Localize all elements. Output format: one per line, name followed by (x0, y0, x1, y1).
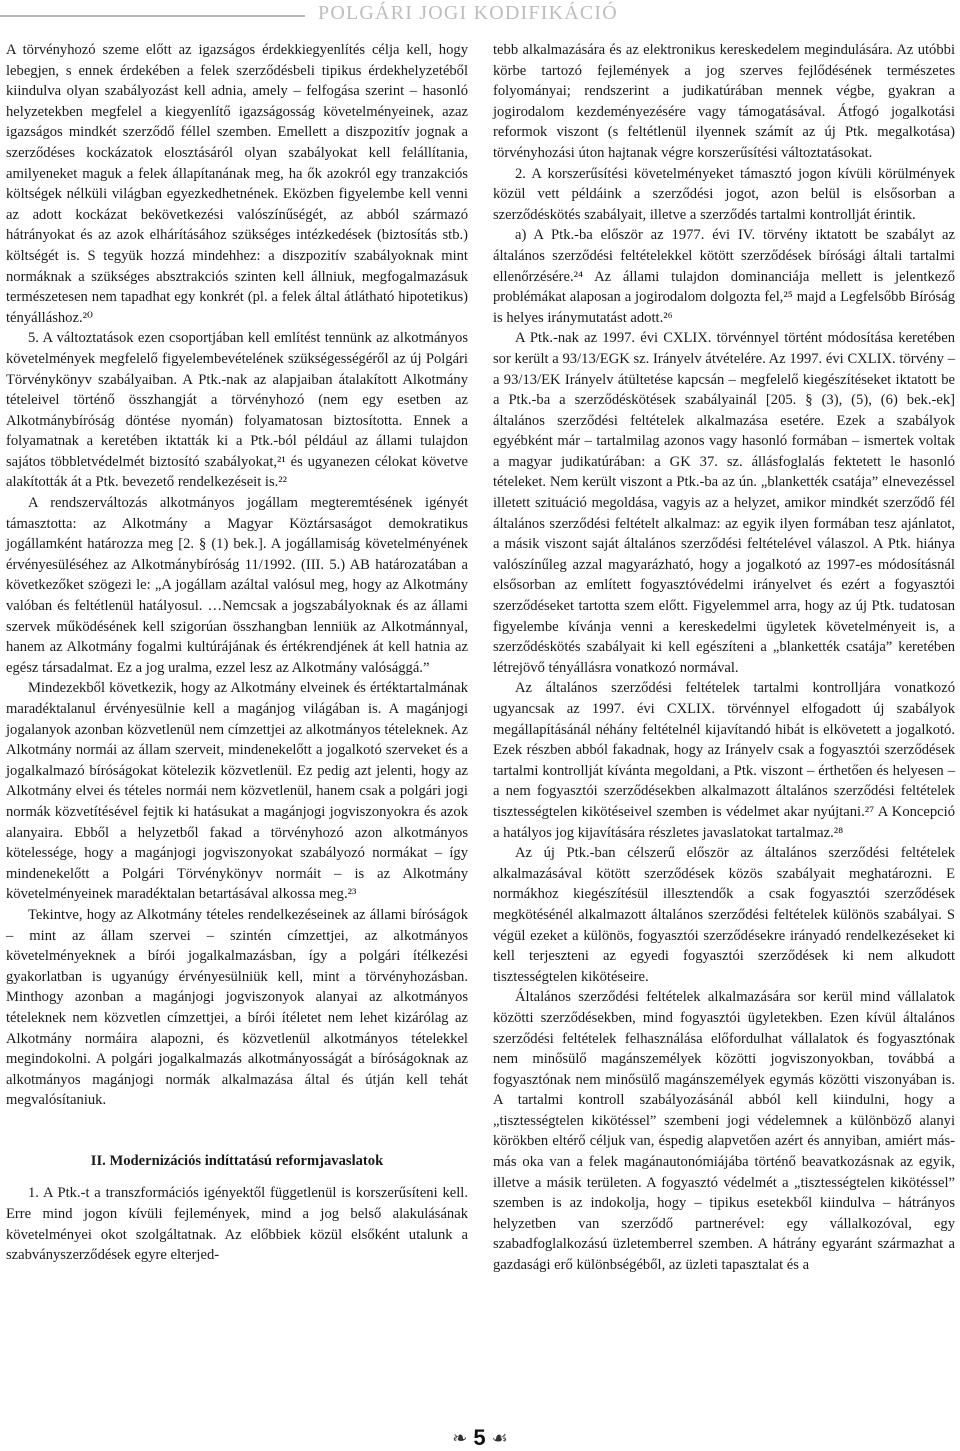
paragraph: A törvényhozó szeme előtt az igazságos érdekkiegyenlítés célja kell, hogy lebegjen, s ennek érdekében a felek szerződésbeli tipikus érdekhelyzetéből kiindulva olyan szabályozást kell adnia, amely – felfogása szerint – hasonló helyzetekben megfelel a kiegyenlítő igazságosság követelményeinek, azaz igazságos mindkét szerződő féllel szemben. Emellett a diszpozitív jognak a szerződéses kockázatok elosztásáról olyan szabályokat kell felállítania, amilyeneket maguk a felek állapítanának meg, ha ők azokról egy tranzakciós költségek nélküli világban egyezkedhetnének. Eközben figyelembe kell venni az adott kockázat bekövetkezési valószínűségét, az abból származó hátrányokat és az azok elhárításához szükséges intézkedések (biztosítás stb.) költségét is. S tegyük hozzá mindehhez: a diszpozitív szabályoknak mint normáknak a szükséges absztrakciós szinten kell állniuk, megfogalmazásuk természetesen nem tapadhat egy konkrét (pl. a felek által átlátható hipotetikus) tényálláshoz.²⁰ (6, 42, 468, 326)
journal-title: POLGÁRI JOGI KODIFIKÁCIÓ (318, 2, 618, 24)
paragraph: 5. A változtatások ezen csoportjában kell említést tennünk az alkotmányos követelmények megfelelő figyelembevételének szükségességéről az új Polgári Törvénykönyv szabályaiban. A Ptk.-nak az alapjaiban átalakított Alkotmány tételeivel történő összhangját a törvényhozó (nem egy esetben az Alkotmánybíróság döntése nyomán) folyamatosan biztosította. Ennek a folyamatnak a keretében iktatták ki a Ptk.-ból például az állami tulajdon sajátos többletvédelmét biztosító szabályokat,²¹ és ugyanezen célokat követve alakították át a Ptk. bevezető rendelkezéseit is.²² (6, 330, 468, 491)
running-header (0, 0, 960, 32)
right-column (493, 40, 955, 1276)
paragraph: Mindezekből következik, hogy az Alkotmány elveinek és értéktartalmának maradéktalanul érvényesülnie kell a magánjog világában is. A magánjogi jogalanyok azonban közvetlenül nem címzettjei az alkotmányos tételeknek. Az Alkotmány normái az állam szerveit, mindenekelőtt a jogalkotó szerveket és a jogalkalmazó bíróságokat kötelezik közvetlenül. Ez pedig azt jelenti, hogy az Alkotmány elvei és tételes normái nem közvetlenül, hanem csak a polgári jogi normák közvetítésével fejtik ki hatásukat a magánjogi jogviszonyokra és azok alanyaira. Ebből a helyzetből fakad a törvényhozó azon alkotmányos kötelessége, hogy a magánjogi jogviszonyokat szabályozó normákat – így mindenekelőtt a Polgári Törvénykönyv normáit – is az Alkotmány követelményeinek maradéktalan betartásával alkossa meg.²³ (6, 680, 468, 903)
page-number: 5 (473, 1425, 486, 1450)
left-column (6, 40, 468, 1266)
page-number-block (452, 1425, 507, 1451)
paragraph: tebb alkalmazására és az elektronikus kereskedelem megindulására. Az utóbbi körbe tartozó fejlemények a jog szerves fejlődésének természetes folyományai; rendszerint a judikatúrában mennek végbe, gyakran a jogirodalom kezdeményezésére vagy támogatásával. Átfogó jogalkotási reformok viszont (s feltétlenül ilyennek számít az új Ptk. megalkotása) törvényhozási úton hajtanak végre korszerűsítési változtatásokat. (493, 42, 955, 161)
paragraph: Tekintve, hogy az Alkotmány tételes rendelkezéseinek az állami bíróságok – mint az állam szervei – szintén címzettjei, az alkotmányos követelményeknek a bírói jogalkalmazásban, így a polgári ítélkezési gyakorlatban is ugyanúgy érvényesülniük kell, mint a törvényhozásban. Minthogy azonban a magánjogi jogviszonyok alanyai az alkotmányos tételeknek nem közvetlen címzettjei, a bírói ítéletet nem lehet kizárólag az Alkotmány normáira alapozni, és közvetlenül alkotmányos tételekkel megindokolni. A polgári jogalkalmazás alkotmányosságát a bíróságoknak az alkotmányos magánjogi normák alkalmazása által és útján kell tehát megvalósítaniuk. (6, 906, 468, 1109)
paragraph: Általános szerződési feltételek alkalmazására sor kerül mind vállalatok közötti szerződésekben, mind fogyasztói ügyletekben. Ezen kívül általános szerződési feltételek felhasználása előfordulhat vállalatok és fogyasztónak nem minősülő magánszemélyek közötti jogviszonyokban, továbbá a fogyasztónak nem minősülő magánszemélyek egymás közötti viszonyában is. A tartalmi kontroll szabályozásánál abból kell kiindulni, hogy a „tisztességtelen kikötéssel” szembeni jogi védelemnek a különböző alanyi körökben eltérő céljuk van, éspedig alapvetően azért és annyiban, amiért más-más oka van a felek magánautonómiájába történő beavatkozásnak az egyik, illetve a másik területen. A fogyasztó védelmét a „tisztességtelen kikötéssel” szemben is az indokolja, hogy – tipikus esetekből kiindulva – hátrányos helyzetben van szerződő partnerével: egy vállalkozóval, egy szabadfoglalkozású üzletemberrel szemben. A hátrány egyaránt származhat a gazdasági erő különbségéből, az üzleti tapasztalat és a (493, 989, 955, 1274)
paragraph: Az új Ptk.-ban célszerű először az általános szerződési feltételek alkalmazásával kötött szerződések közös szabályait meghatározni. E normákhoz kiegészítésül illesztendők a csak fogyasztói szerződések megkötésénél alkalmazott általános szerződési feltételek különös szabályai. S végül ezeket a különös, fogyasztói szerződésekre irányadó rendelkezéseket ki kell terjeszteni az egyedi fogyasztói szerződések ki nem alkudott tisztességtelen kikötéseire. (493, 845, 955, 985)
paragraph: A Ptk.-nak az 1997. évi CXLIX. törvénnyel történt módosítása keretében sor került a 93/13/EGK sz. Irányelv átvételére. Az 1997. évi CXLIX. törvény – a 93/13/EK Irányelv átültetése kapcsán – megfelelő kiegészítéseket iktatott be a Ptk.-ba a szerződéskötések szabályainál [205. § (3), (5), (6) bek.-ek] általános szerződési feltételek alkalmazása esetére. Ezek a szabályok egyébként már – tartalmilag azonos vagy hasonló formában – ismertek voltak a magyar judikatúrában: a GK 37. sz. állásfoglalás fektetett le hasonló tételeket. Nem került viszont a Ptk.-ba az ún. „blankették csatája” elnevezéssel illetett szituáció megoldása, vagyis az a helyzet, amikor mindkét szerződő fél általános szerződési feltételt alkalmaz: az egyik ilyen formában tesz ajánlatot, a másik viszont saját általános szerződési feltételével válaszol. A Ptk. hiánya valószínűleg azzal magyarázható, hogy a jogalkotó az 1997-es módosításnál elsősorban az említett fogyasztóvédelmi irányelvet és ezért a fogyasztói szerződéseket tartotta szem előtt. Figyelemmel arra, hogy az új Ptk. tudatosan figyelembe kívánja venni a kereskedelmi ügyletek követelményeit is, a szerződéskötés szabályait ki kell egészíteni a „blankették csatája” keretében létrejövő tényállásra vonatkozó normával. (493, 330, 955, 676)
paragraph: A rendszerváltozás alkotmányos jogállam megteremtésének igényét támasztotta: az Alkotmány a Magyar Köztársaságot demokratikus jogállamként határozza meg [2. § (1) bek.]. A jogállamiság követelményének érvényesüléséhez az Alkotmánybíróság 11/1992. (III. 5.) AB határozatában a következőket szögezi le: „A jogállam azáltal valósul meg, hogy az Alkotmány valóban és feltétlenül hatályosul. …Nemcsak a jogszabályoknak és az állami szervek működésének kell szigorúan összhangban lenniük az Alkotmánnyal, hanem az Alkotmány fogalmi kultúrájának és értékrendjének át kell hatnia az egész társadalmat. Ez a jog uralma, ezzel lesz az Alkotmány valósággá.” (6, 495, 468, 676)
section-heading: II. Modernizációs indíttatású reformjavaslatok (90, 1152, 384, 1169)
paragraph: Az általános szerződési feltételek tartalmi kontrolljára vonatkozó ugyancsak az 1997. évi CXLIX. törvénnyel elfogadott új szabályok megállapításánál néhány feltételnél kijavítandó hibát is elkövetett a jogalkotó. Ezek részben abból fakadnak, hogy az Irányelv csak a fogyasztói szerződések tartalmi kontrollját kívánta megoldani, a Ptk. viszont – érthetően és helyesen – a nem fogyasztói szerződésekben alkalmazott általános szerződési feltételek tisztességtelen kikötéseivel szemben is védelmet akar nyújtani.²⁷ A Koncepció a hatályos jog kijavítására részletes javaslatokat tartalmaz.²⁸ (493, 680, 955, 841)
paragraph: 2. A korszerűsítési követelményeket támasztó jogon kívüli körülmények közül vett példáink a szerződési jogot, azon belül is elsősorban a szerződéskötés szabályait, illetve a szerződés tartalmi kontrollját érintik. (493, 165, 955, 223)
paragraph: 1. A Ptk.-t a transzformációs igényektől függetlenül is korszerűsíteni kell. Erre mind jogon kívüli fejlemények, mind a jog belső alakulásának követelményei okot szolgáltatnak. Az előbbiek közül elsőként utalunk a szabványszerződések egyre elterjed- (6, 1185, 468, 1264)
ornament-left-icon: ❧ (452, 1427, 468, 1448)
paragraph: a) A Ptk.-ba először az 1977. évi IV. törvény iktatott be szabályt az általános szerződési feltételekkel kötött szerződések bírósági általi tartalmi ellenőrzésére.²⁴ Az állami tulajdon dominanciája mellett is jelentkező problémákat alaposan a jogirodalom dolgozta fel,²⁵ majd a Legfelsőbb Bíróság is helyes iránymutatást adott.²⁶ (493, 227, 955, 326)
page-footer (0, 1425, 960, 1451)
header-rule (0, 15, 305, 17)
ornament-right-icon: ☙ (491, 1427, 508, 1448)
